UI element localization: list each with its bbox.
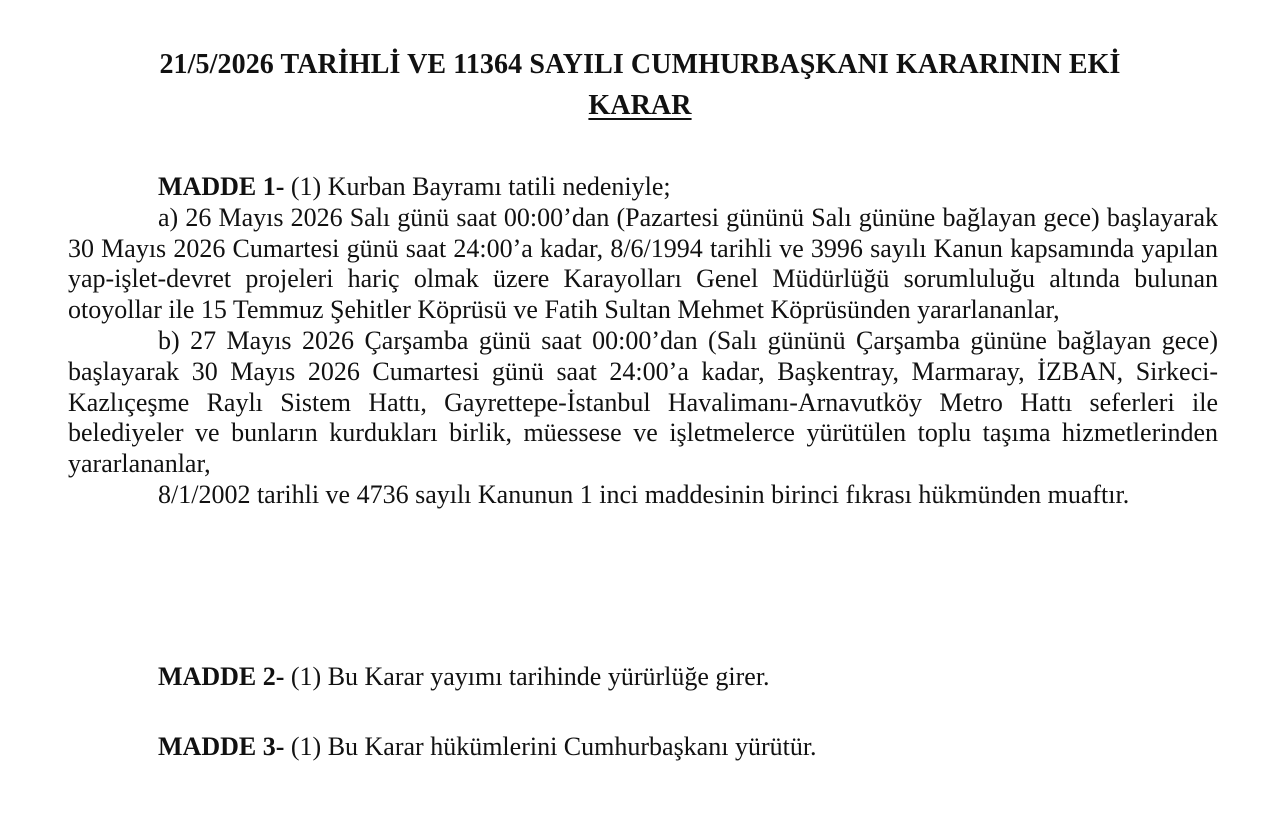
madde-1-intro-text: (1) Kurban Bayramı tatili nedeniyle; — [284, 172, 671, 201]
madde-2-text: (1) Bu Karar yayımı tarihinde yürürlüğe girer. — [284, 662, 770, 691]
decree-subtitle: KARAR — [588, 90, 692, 121]
madde-2-section — [158, 662, 770, 692]
madde-1-item-b: b) 27 Mayıs 2026 Çarşamba günü saat 00:00’dan (Salı gününü Çarşamba gününe bağlayan gece) başlayarak 30 Mayıs 2026 Cumartesi günü saat 24:00’a kadar, Başkentray, Marmaray, İZBAN, Sirkeci-Kazlıçeşme Raylı Sistem Hattı, Gayrettepe-İstanbul Havalimanı-Arnavutköy Metro Hattı seferleri ile belediyeler ve bunların kurdukları birlik, müessese ve işletmelerce yürütülen toplu taşıma hizmetlerinden yararlananlar, — [68, 325, 1218, 479]
madde-1-item-a: a) 26 Mayıs 2026 Salı günü saat 00:00’dan (Pazartesi gününü Salı gününe bağlayan gece) başlayarak 30 Mayıs 2026 Cumartesi günü saat 24:00’a kadar, 8/6/1994 tarihli ve 3996 sayılı Kanun kapsamında yapılan yap-işlet-devret projeleri hariç olmak üzere Karayolları Genel Müdürlüğü sorumluluğu altında bulunan otoyollar ile 15 Temmuz Şehitler Köprüsü ve Fatih Sultan Mehmet Köprüsünden yararlananlar, — [68, 202, 1218, 325]
decree-title: 21/5/2026 TARİHLİ VE 11364 SAYILI CUMHURBAŞKANI KARARININ EKİ — [159, 49, 1121, 80]
madde-3-text: (1) Bu Karar hükümlerini Cumhurbaşkanı yürütür. — [284, 732, 817, 761]
madde-1-closing: 8/1/2002 tarihli ve 4736 sayılı Kanunun 1 inci maddesinin birinci fıkrası hükmünden muaftır. — [158, 479, 1130, 509]
madde-1-section — [68, 172, 1218, 511]
madde-1-label: MADDE 1- — [158, 172, 285, 201]
madde-3-label: MADDE 3- — [158, 732, 285, 761]
decree-heading — [0, 44, 1280, 126]
madde-1-intro — [68, 172, 1218, 203]
madde-2-label: MADDE 2- — [158, 662, 285, 691]
madde-3-section — [158, 732, 817, 762]
